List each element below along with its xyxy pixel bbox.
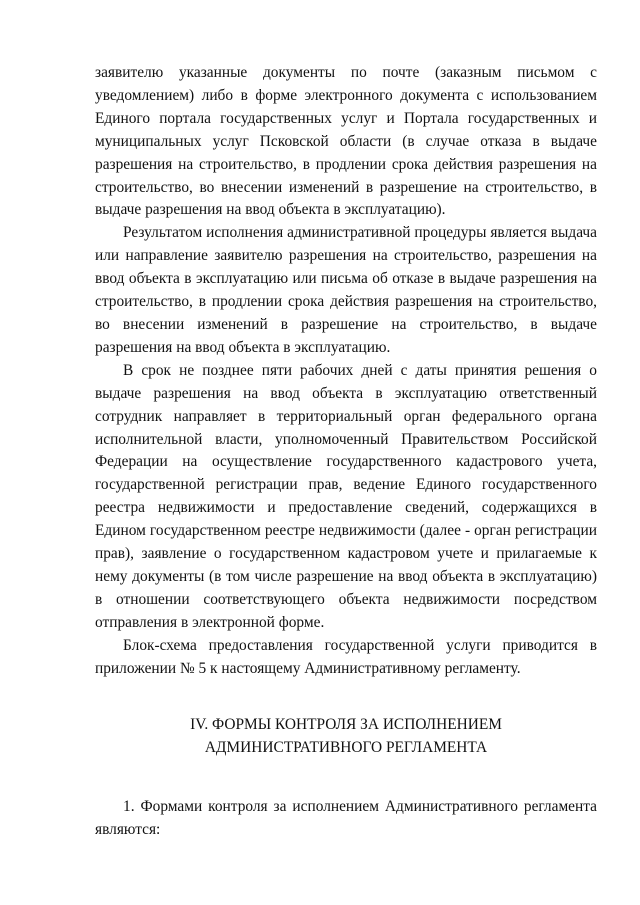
section-heading-line-1: IV. ФОРМЫ КОНТРОЛЯ ЗА ИСПОЛНЕНИЕМ [190,716,502,734]
paragraph-deadline: В срок не позднее пяти рабочих дней с даты принятия решения о выдаче разрешения на ввод объекта в эксплуатацию ответственный сотрудник направляет в территориальный орган федерального органа исполнительной власти, уполномоченный Правительством Российской Федерации на осуществление государственного кадастрового учета, государственной регистрации прав, ведение Единого государственного реестра недвижимости и предоставление сведений, содержащихся в Едином государственном реестре недвижимости (далее - орган регистрации прав), заявление о государственном кадастровом учете и прилагаемые к нему документы (в том числе разрешение на ввод объекта в эксплуатацию) в отношении соответствующего объекта недвижимости посредством отправления в электронной форме. [95,361,597,631]
section-heading [95,713,597,759]
paragraph-continuation: заявителю указанные документы по почте (заказным письмом с уведомлением) либо в форме электронного документа с использованием Единого портала государственных услуг и Портала государственных и муниципальных услуг Псковской области (в случае отказа в выдаче разрешения на строительство, в продлении срока действия разрешения на строительство, во внесении изменений в разрешение на строительство, в выдаче разрешения на ввод объекта в эксплуатацию). [95,64,597,219]
document-page [95,62,597,842]
paragraph-flowchart: Блок-схема предоставления государственной услуги приводится в приложении № 5 к настоящему Административному регламенту. [95,636,597,677]
paragraph-result: Результатом исполнения административной процедуры является выдача или направление заявителю разрешения на строительство, разрешения на ввод объекта в эксплуатацию или письма об отказе в выдаче разрешения на строительство, в продлении срока действия разрешения на строительство, во внесении изменений в разрешение на строительство, в выдаче разрешения на ввод объекта в эксплуатацию. [95,224,597,356]
section-heading-line-2: АДМИНИСТРАТИВНОГО РЕГЛАМЕНТА [204,739,488,757]
paragraph-control-forms: 1. Формами контроля за исполнением Административного регламента являются: [95,798,597,839]
